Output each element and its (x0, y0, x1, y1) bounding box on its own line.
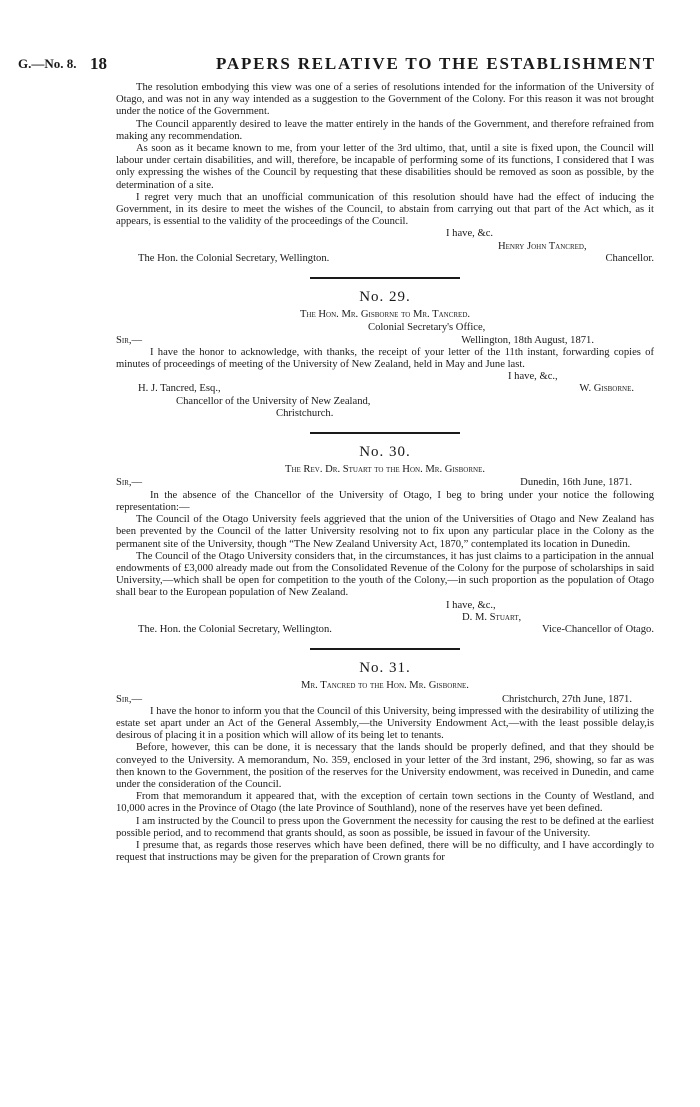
section-divider (310, 648, 460, 650)
signer-title: Vice-Chancellor of Otago. (541, 623, 654, 635)
recipient-title: Chancellor of the University of New Zealand, (176, 395, 371, 407)
paragraph: Before, however, this can be done, it is necessary that the lands should be properly defined, and that they should be conveyed to the University. A memorandum, No. 359, enclosed in your letter of the 3rd instant, 296, showing, so far as was then known to the Government, the position of the reserves for the University endowment, was received in Dunedin, and came under the consideration of the Council. (116, 742, 654, 790)
letter-number: No. 31. (359, 660, 411, 677)
place-date: Wellington, 18th August, 1871. (461, 334, 594, 346)
section-divider (310, 432, 460, 434)
office: Colonial Secretary's Office, (368, 322, 486, 334)
page-header (18, 52, 682, 76)
paragraph: I regret very much that an unofficial communication of this resolution should have had the effect of inducing the Government, in its desire to meet the wishes of the Council, to abstain from carrying out that part of the Act which, as it appears, is essential to the validity of the proceedings of the Council. (116, 191, 654, 228)
paragraph: The Council of the Otago University feels aggrieved that the union of the Universities of Otago and New Zealand has been prevented by the Council of the latter University resolving not to fix upon any particular place in the Colony as the permanent site of the University, though “The New Zealand University Act, 1870,” contemplated its location in Dunedin. (116, 514, 654, 550)
document-body (116, 82, 654, 864)
document-reference: G.—No. 8. (18, 56, 77, 71)
intro-letter (116, 82, 654, 265)
place-date: Dunedin, 16th June, 1871. (520, 477, 632, 489)
paragraph: The Council apparently desired to leave the matter entirely in the hands of the Government, and therefore refrained from making any recommendation. (116, 118, 654, 142)
recipient: H. J. Tancred, Esq., (138, 383, 221, 395)
letter-29 (116, 291, 654, 420)
letter-from-to: The Rev. Dr. Stuart to the Hon. Mr. Gisborne. (284, 464, 485, 476)
addressee-row (138, 624, 654, 636)
recipient-row (138, 383, 654, 395)
closing: I have, &c., (508, 371, 558, 383)
paragraph: The resolution embodying this view was one of a series of resolutions intended for the information of the University of Otago, and was not in any way intended as a suggestion to the Government of the Colony. For this reason it was not brought under the notice of the Government. (116, 82, 654, 118)
signer-name: W. Gisborne. (579, 383, 634, 395)
letter-number: No. 29. (359, 289, 411, 306)
salutation-row (116, 477, 654, 489)
letter-number: No. 30. (359, 444, 411, 461)
running-title: PAPERS RELATIVE TO THE ESTABLISHMENT (216, 54, 656, 73)
addressee: The Hon. the Colonial Secretary, Wellington. (138, 252, 330, 264)
signer-name: D. M. Stuart, (462, 611, 522, 623)
paragraph: I presume that, as regards those reserves which have been defined, there will be no difficulty, and I have accordingly to request that instructions may be given for the preparation of Crown grants for (116, 839, 654, 864)
salutation-row (116, 694, 654, 706)
letter-31 (116, 662, 654, 864)
closing: I have, &c., (446, 599, 496, 611)
letter-from-to: Mr. Tancred to the Hon. Mr. Gisborne. (301, 680, 469, 692)
signer-name: Henry John Tancred, (498, 240, 587, 252)
paragraph: As soon as it became known to me, from your letter of the 3rd ultimo, that, until a site is fixed upon, the Council will labour under certain disabilities, and will, therefore, be incapable of performing some of its functions, I considered that I was only expressing the wishes of the Council by requesting that these disabilities should be removed as soon as possible, by the determination of a site. (116, 143, 654, 191)
salutation: Sir,— (116, 477, 143, 489)
paragraph: I have the honor to acknowledge, with thanks, the receipt of your letter of the 11th instant, forwarding copies of minutes of proceedings of meeting of the University of New Zealand, held in May and June last. (116, 346, 654, 371)
salutation-row (116, 335, 654, 347)
recipient-place: Christchurch. (276, 407, 334, 419)
letter-30 (116, 446, 654, 636)
signer-title: Chancellor. (605, 252, 654, 264)
addressee: The. Hon. the Colonial Secretary, Wellington. (138, 623, 332, 635)
addressee-row (138, 253, 654, 265)
paragraph: From that memorandum it appeared that, with the exception of certain town sections in the County of Westland, and 10,000 acres in the Province of Otago (the late Province of Southland), none of the reserves have yet been defined. (116, 791, 654, 815)
paragraph: In the absence of the Chancellor of the University of Otago, I beg to bring under your notice the following representation:— (116, 489, 654, 513)
salutation: Sir,— (116, 334, 143, 346)
section-divider (310, 277, 460, 279)
paragraph: I am instructed by the Council to press upon the Government the necessity for causing the rest to be defined at the earliest possible period, and to recommend that grants should, as soon as possible, be issued in favour of the University. (116, 815, 654, 839)
salutation: Sir,— (116, 693, 143, 705)
place-date: Christchurch, 27th June, 1871. (501, 693, 632, 705)
closing: I have, &c. (446, 228, 494, 240)
paragraph: The Council of the Otago University considers that, in the circumstances, it has just claims to a participation in the annual endowments of £3,000 already made out from the Consolidated Revenue of the Colony for the purpose of scholarships in said University,—which shall be open for competition to the youth of the Colony,—in such proportion as the population of Otago shall bear to the European population of New Zealand. (116, 550, 654, 599)
letter-from-to: The Hon. Mr. Gisborne to Mr. Tancred. (299, 309, 471, 321)
page-number: 18 (90, 54, 107, 73)
paragraph: I have the honor to inform you that the Council of this University, being impressed with the desirability of utilizing the estate set apart under an Act of the General Assembly,—the University Endowment Act,—with the least possible delay,is desirous of placing it in a position which will allow of its being let to tenants. (116, 705, 654, 742)
